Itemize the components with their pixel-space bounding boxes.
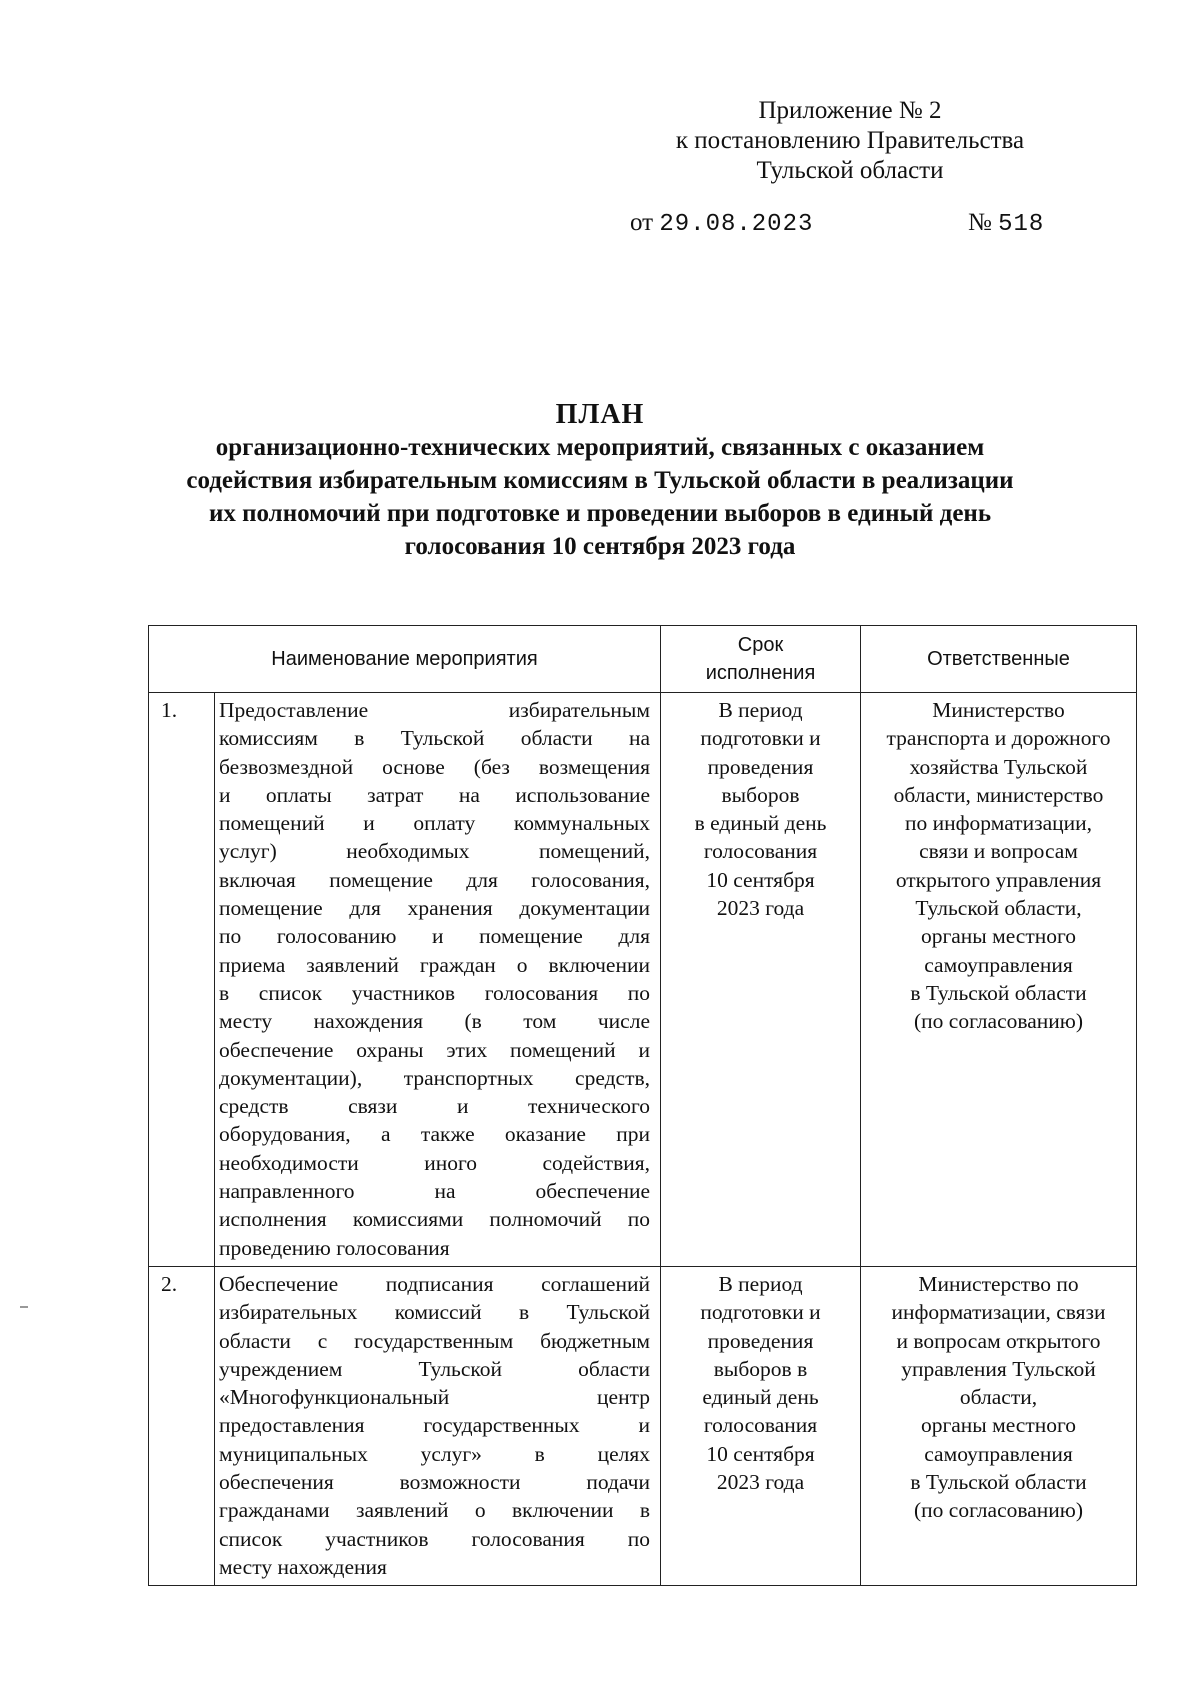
- activity-name-line: Обеспечение подписания соглашений: [219, 1271, 650, 1296]
- activity-name-line: помещение для хранения документации: [219, 896, 650, 921]
- responsible-line: связи и вопросам: [919, 839, 1078, 864]
- activity-name-line: учреждением Тульской области: [219, 1356, 650, 1381]
- responsible-line: Министерство: [932, 698, 1065, 722]
- activity-name-line: проведению голосования: [219, 1235, 450, 1260]
- row-number-cell: [149, 693, 215, 1267]
- term-line: В период: [718, 1271, 803, 1296]
- term-line: 2023 года: [716, 1470, 805, 1495]
- activity-name-line: приема заявлений граждан о включении: [219, 952, 650, 977]
- term-cell: [661, 1266, 861, 1585]
- activity-name-line: избирательных комиссий в Тульской: [219, 1300, 650, 1325]
- activity-name-line: средств связи и технического: [219, 1094, 650, 1119]
- term-cell: [661, 693, 861, 1267]
- responsible-line: органы местного: [920, 1413, 1077, 1438]
- activity-name-line: обеспечение охраны этих помещений и: [219, 1037, 650, 1062]
- responsible-cell: [861, 693, 1137, 1267]
- term-line: голосования: [703, 1413, 818, 1438]
- term-line: В период: [718, 698, 803, 722]
- activity-name-line: по голосованию и помещение для: [219, 924, 650, 949]
- responsible-line: в Тульской области: [910, 980, 1087, 1005]
- term-line: выборов: [721, 782, 800, 807]
- title-line: голосования 10 сентября 2023 года: [404, 533, 796, 560]
- activity-name-line: необходимости иного содействия,: [219, 1150, 650, 1175]
- term-line: подготовки и: [700, 726, 821, 751]
- row-number: 1.: [161, 698, 178, 722]
- responsible-line: открытого управления: [895, 867, 1102, 892]
- activity-name-line: помещений и оплату коммунальных: [219, 811, 650, 836]
- header-term-line-2: исполнения: [705, 662, 816, 684]
- activity-name-line: предоставления государственных и: [219, 1413, 650, 1438]
- table-row: [149, 1266, 1137, 1585]
- number-prefix: №: [968, 209, 992, 236]
- responsible-cell: [861, 1266, 1137, 1585]
- term-line: 10 сентября: [706, 1441, 815, 1466]
- activity-name-line: месту нахождения: [219, 1554, 387, 1579]
- activity-name-cell: [215, 693, 661, 1267]
- term-line: подготовки и: [700, 1300, 821, 1325]
- term-line: проведения: [707, 1328, 814, 1353]
- activity-name-line: месту нахождения (в том числе: [219, 1009, 650, 1034]
- activity-name-line: документации), транспортных средств,: [219, 1065, 650, 1090]
- table-header-row: [149, 626, 1137, 693]
- responsible-line: по информатизации,: [904, 811, 1093, 836]
- term-line: проведения: [707, 754, 814, 779]
- responsible-line: самоуправления: [924, 952, 1073, 977]
- header-name: Наименование мероприятия: [149, 626, 661, 693]
- header-responsible: Ответственные: [861, 626, 1137, 693]
- activity-name-line: обеспечения возможности подачи: [219, 1470, 650, 1495]
- title-line: содействия избирательным комиссиям в Тульской области в реализации: [186, 467, 1014, 494]
- term-line: 10 сентября: [706, 867, 815, 892]
- responsible-line: Министерство по: [918, 1271, 1079, 1296]
- activity-name-line: исполнения комиссиями полномочий по: [219, 1207, 650, 1232]
- activity-name-line: комиссиям в Тульской области на: [219, 726, 650, 751]
- activity-name-line: безвозмездной основе (без возмещения: [219, 754, 650, 779]
- row-number-cell: [149, 1266, 215, 1585]
- responsible-line: области,: [959, 1385, 1038, 1410]
- responsible-line: Тульской области,: [915, 896, 1082, 921]
- responsible-line: области, министерство: [893, 782, 1104, 807]
- term-line: голосования: [703, 839, 818, 864]
- date-value: 29.08.2023: [659, 211, 814, 238]
- activity-name-line: список участников голосования по: [219, 1526, 650, 1551]
- document-number: [968, 208, 1044, 240]
- responsible-line: транспорта и дорожного: [886, 726, 1111, 751]
- responsible-line: и вопросам открытого: [896, 1328, 1101, 1353]
- activity-name-line: направленного на обеспечение: [219, 1179, 650, 1204]
- responsible-line: информатизации, связи: [891, 1300, 1106, 1325]
- title-line: организационно-технических мероприятий, связанных с оказанием: [215, 434, 985, 461]
- responsible-line: в Тульской области: [910, 1470, 1087, 1495]
- term-line: в единый день: [694, 811, 827, 836]
- activity-name-line: услуг) необходимых помещений,: [219, 839, 650, 864]
- activity-name-line: включая помещение для голосования,: [219, 867, 650, 892]
- activity-name-cell: [215, 1266, 661, 1585]
- responsible-line: самоуправления: [924, 1441, 1073, 1466]
- document-date: [630, 208, 813, 240]
- header-term: [661, 626, 861, 693]
- margin-mark: [20, 1306, 28, 1308]
- appendix-header: [640, 96, 1060, 186]
- term-line: 2023 года: [716, 896, 805, 921]
- header-term-line-1: Срок: [737, 634, 784, 656]
- document-title: [100, 398, 1100, 563]
- activity-name-line: Предоставление избирательным: [219, 698, 650, 722]
- responsible-line: (по согласованию): [913, 1009, 1084, 1034]
- activity-name-line: оборудования, а также оказание при: [219, 1122, 650, 1147]
- appendix-line-1: Приложение № 2: [758, 97, 942, 124]
- date-prefix: от: [630, 209, 654, 236]
- term-line: единый день: [702, 1385, 819, 1410]
- activity-name-line: муниципальных услуг» в целях: [219, 1441, 650, 1466]
- table-row: [149, 693, 1137, 1267]
- responsible-line: органы местного: [920, 924, 1077, 949]
- appendix-line-2: к постановлению Правительства: [675, 127, 1025, 154]
- activity-name-line: области с государственным бюджетным: [219, 1328, 650, 1353]
- activity-name-line: «Многофункциональный центр: [219, 1385, 650, 1410]
- responsible-line: (по согласованию): [913, 1498, 1084, 1523]
- activity-name-line: в список участников голосования по: [219, 980, 650, 1005]
- term-line: выборов в: [713, 1356, 808, 1381]
- appendix-line-3: Тульской области: [756, 157, 944, 184]
- plan-table: [148, 625, 1137, 1586]
- number-value: 518: [998, 211, 1045, 238]
- activity-name-line: гражданами заявлений о включении в: [219, 1498, 650, 1523]
- row-number: 2.: [161, 1271, 178, 1296]
- responsible-line: хозяйства Тульской: [909, 754, 1088, 779]
- table-body: [149, 693, 1137, 1586]
- title-main: ПЛАН: [555, 399, 645, 430]
- responsible-line: управления Тульской: [901, 1356, 1096, 1381]
- activity-name-line: и оплаты затрат на использование: [219, 782, 650, 807]
- title-line: их полномочий при подготовке и проведении выборов в единый день: [208, 500, 992, 527]
